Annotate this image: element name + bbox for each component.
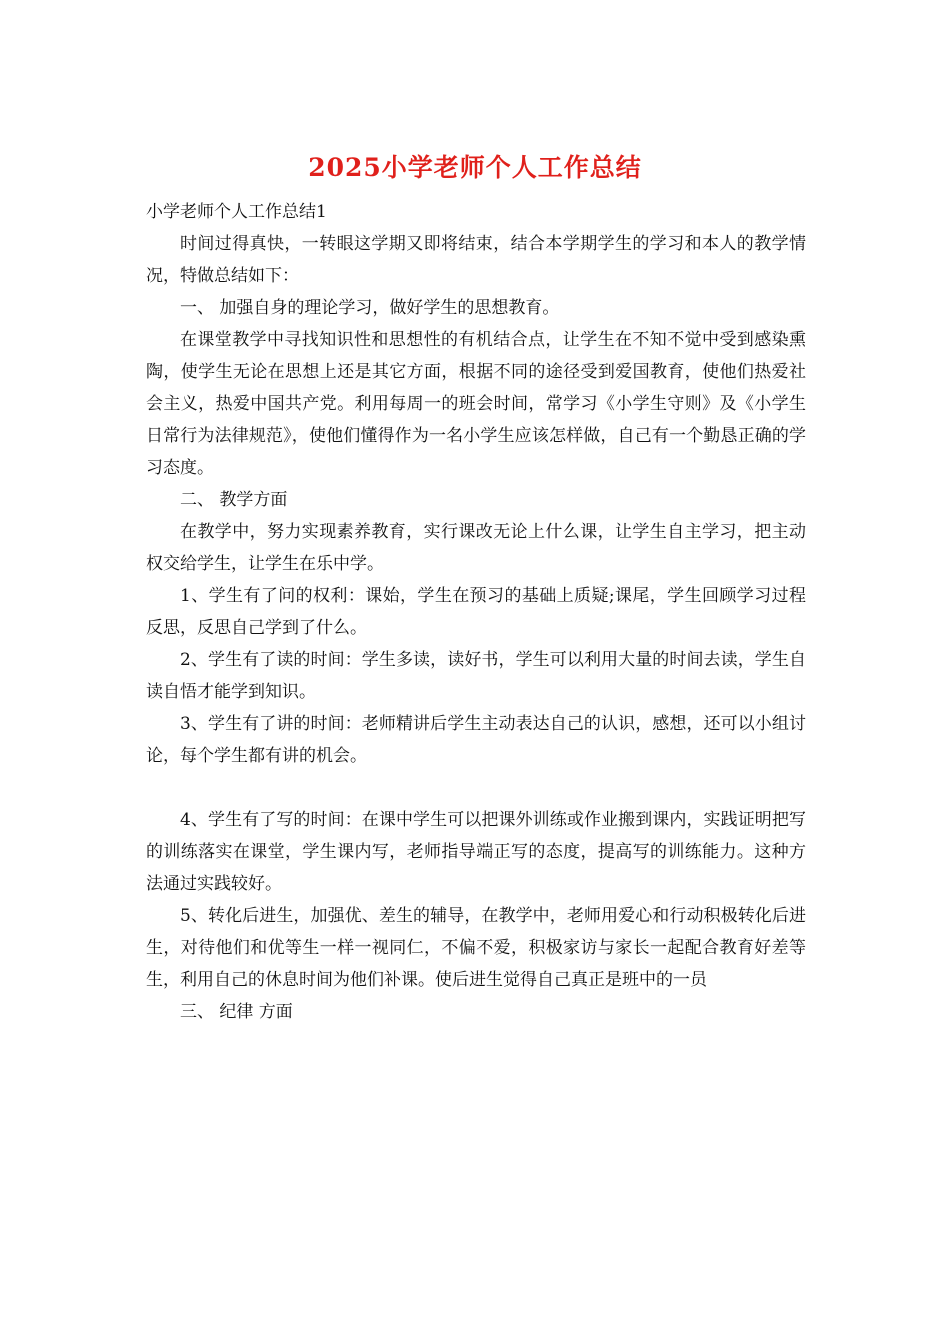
section-subtitle: 小学老师个人工作总结1 — [146, 202, 327, 222]
heading-theory-study: 一、 加强自身的理论学习，做好学生的思想教育。 — [180, 298, 560, 318]
paragraph-point-ask: 1、学生有了问的权利：课始，学生在预习的基础上质疑;课尾，学生回顾学习过程反思，反思自己学到了什么。 — [146, 586, 806, 638]
paragraph-point-read: 2、学生有了读的时间：学生多读，读好书，学生可以利用大量的时间去读，学生自读自悟才能学到知识。 — [146, 650, 806, 702]
paragraph-teaching-overview: 在教学中，努力实现素养教育，实行课改无论上什么课，让学生自主学习，把主动权交给学生，让学生在乐中学。 — [146, 522, 806, 574]
paragraph-point-tutoring: 5、转化后进生，加强优、差生的辅导，在教学中，老师用爱心和行动积极转化后进生，对待他们和优等生一样一视同仁，不偏不爱，积极家访与家长一起配合教育好差等生，利用自己的休息时间为他们补课。使后进生觉得自己真正是班中的一员 — [146, 906, 806, 990]
document-body — [146, 196, 806, 1028]
paragraph-point-speak: 3、学生有了讲的时间：老师精讲后学生主动表达自己的认识，感想，还可以小组讨论，每个学生都有讲的机会。 — [146, 714, 806, 766]
heading-teaching: 二、 教学方面 — [180, 490, 288, 510]
document-title: 2025小学老师个人工作总结 — [308, 153, 642, 182]
paragraph-point-write: 4、学生有了写的时间：在课中学生可以把课外训练或作业搬到课内，实践证明把写的训练落实在课堂，学生课内写，老师指导端正写的态度，提高写的训练能力。这种方法通过实践较好。 — [146, 810, 806, 894]
paragraph-intro: 时间过得真快，一转眼这学期又即将结束，结合本学期学生的学习和本人的教学情况，特做总结如下： — [146, 234, 806, 286]
blank-line — [146, 772, 806, 804]
heading-discipline: 三、 纪律 方面 — [180, 1002, 293, 1022]
paragraph-moral-education: 在课堂教学中寻找知识性和思想性的有机结合点，让学生在不知不觉中受到感染熏陶，使学生无论在思想上还是其它方面，根据不同的途径受到爱国教育，使他们热爱社会主义，热爱中国共产党。利用每周一的班会时间，常学习《小学生守则》及《小学生日常行为法律规范》，使他们懂得作为一名小学生应该怎样做，自己有一个勤恳正确的学习态度。 — [146, 330, 806, 478]
